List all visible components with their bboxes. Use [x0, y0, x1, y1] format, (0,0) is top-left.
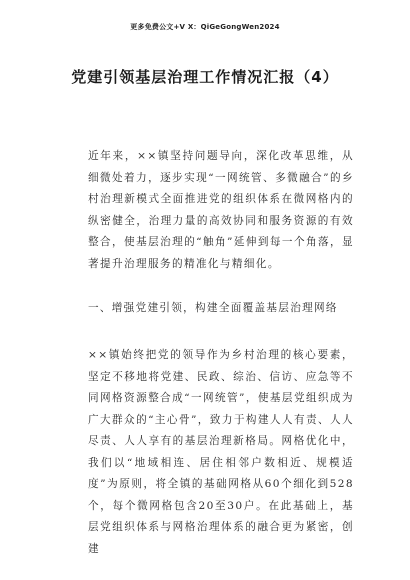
document-title: 党建引领基层治理工作情况汇报（4） — [71, 68, 339, 86]
header-note: 更多免费公文+V X：QiGeGongWen2024 — [130, 23, 280, 31]
section-heading: 一、增强党建引领，构建全面覆盖基层治理网络 — [88, 302, 338, 314]
intro-paragraph: 近年来，××镇坚持问题导向，深化改革思维，从细微处着力，逐步实现“一网统管、多微融合”的乡村治理新模式全面推进党的组织体系在微网格内的纵密健全，治理力量的高效协同和服务资源的有效整合，使基层治理的“触角”延伸到每一个角落，显著提升治理服务的精准化与精细化。 — [88, 150, 354, 270]
body-paragraph: ××镇始终把党的领导作为乡村治理的核心要素，坚定不移地将党建、民政、综治、信访、应急等不同网格资源整合成“一网统管”，使基层党组织成为广大群众的“主心骨”，致力于构建人人有责、人人尽责、人人享有的基层治理新格局。网格优化中，我们以“地域相连、居住相邻户数相近、规模适度”为原则，将全镇的基础网格从60个细化到528个，每个微网格包含20至30户。在此基础上，基层党组织体系与网格治理体系的融合更为紧密，创建 — [88, 349, 354, 555]
